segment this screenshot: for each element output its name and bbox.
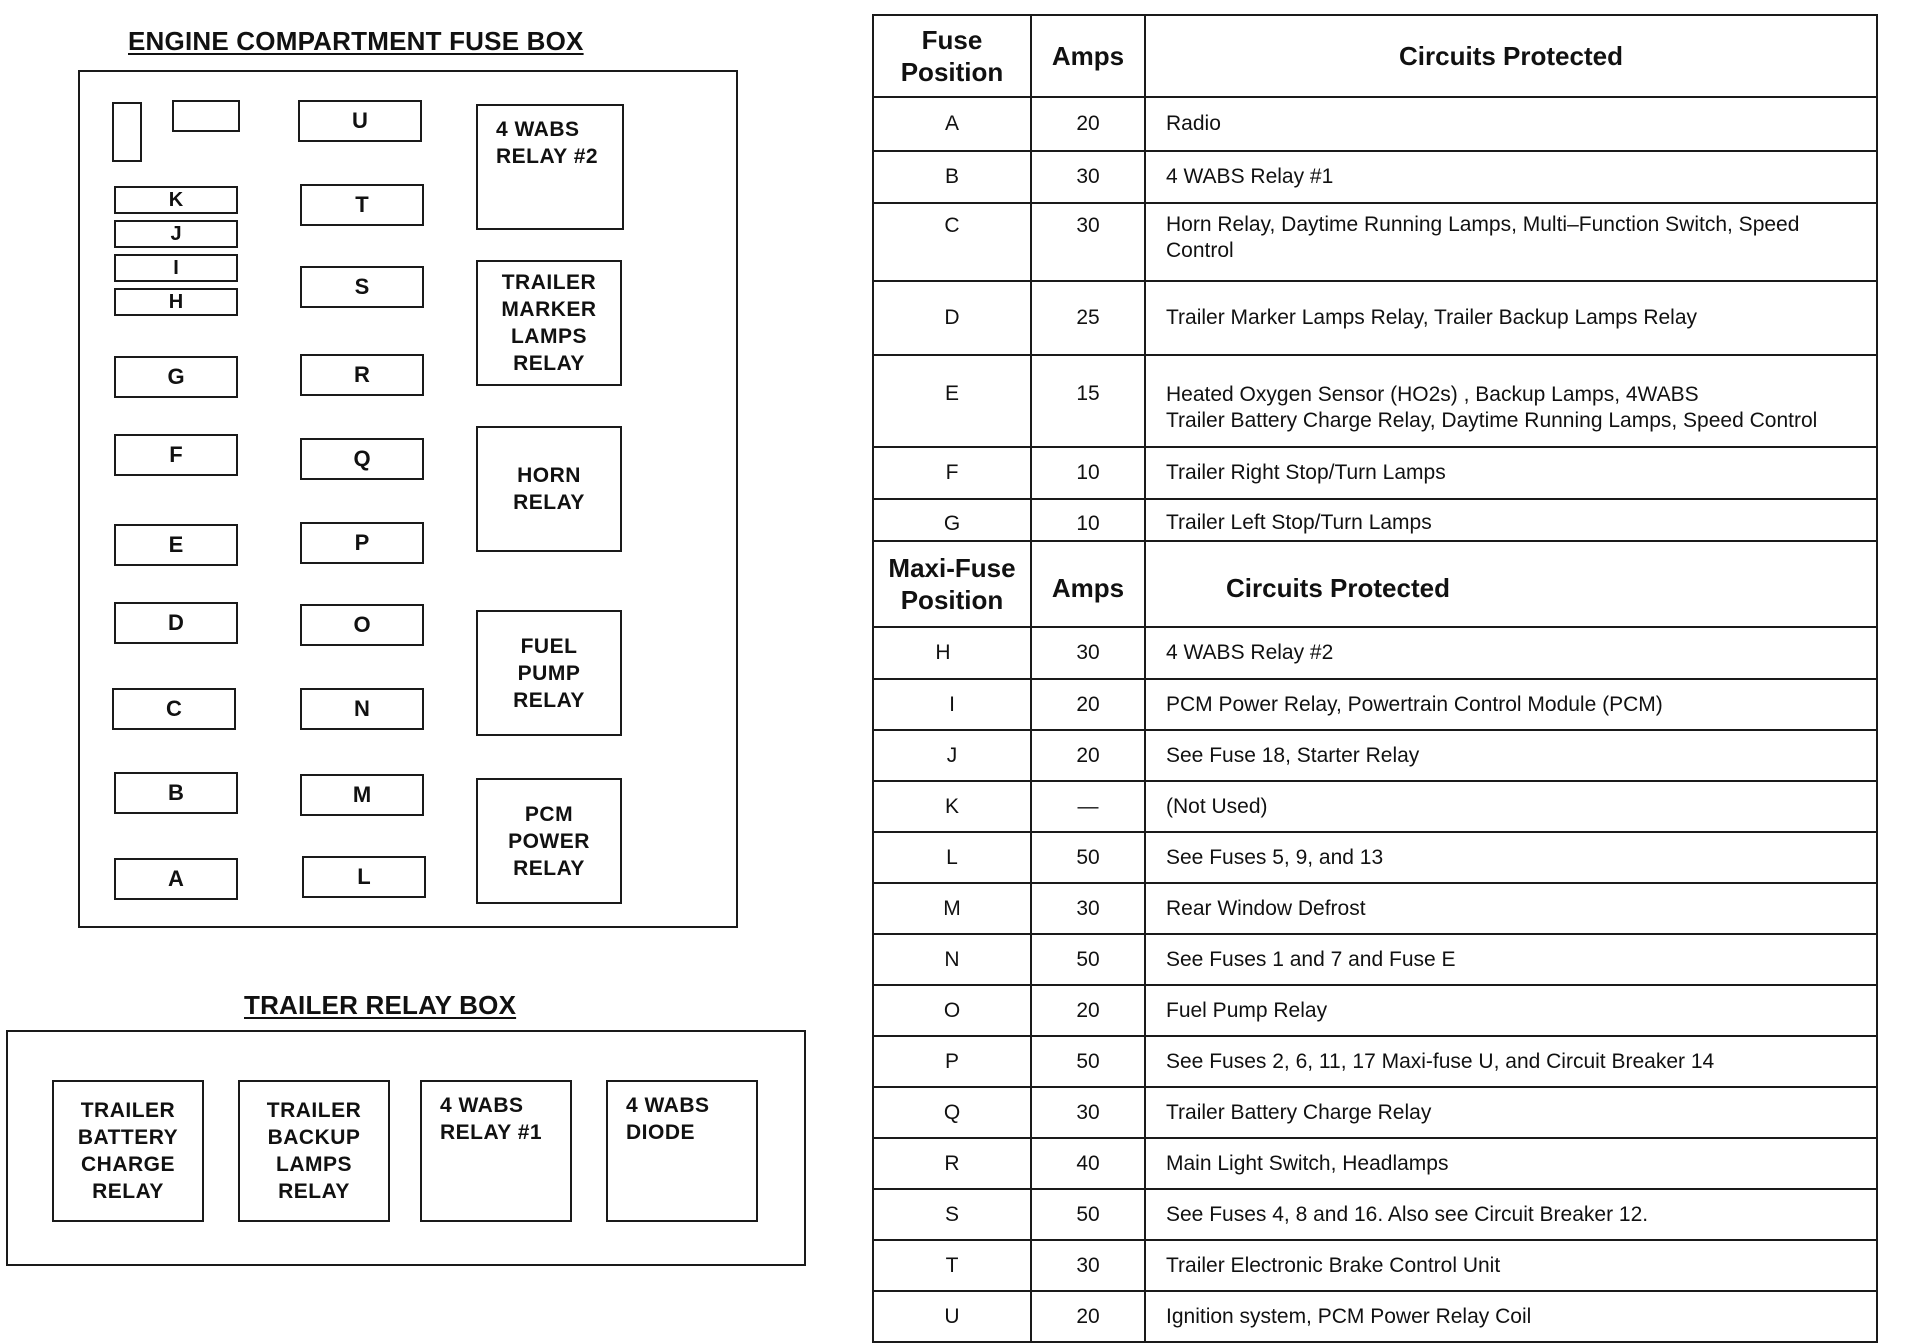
table-row bbox=[874, 1035, 1876, 1086]
row-amps: 50 bbox=[1032, 935, 1146, 984]
row-circuits: Trailer Right Stop/Turn Lamps bbox=[1166, 461, 1446, 484]
fuse-p: P bbox=[300, 522, 424, 564]
table-row bbox=[874, 678, 1876, 729]
table-row bbox=[874, 984, 1876, 1035]
fuse-k: K bbox=[114, 186, 238, 214]
row-amps: 20 bbox=[1032, 680, 1146, 729]
table-row bbox=[874, 1188, 1876, 1239]
row-position: F bbox=[874, 448, 1032, 498]
relay-4wabs-1-label: 4 WABS RELAY #1 bbox=[440, 1094, 543, 1144]
row-circuits: Heated Oxygen Sensor (HO2s) , Backup Lamps, 4WABS Trailer Battery Charge Relay, Daytime Running Lamps, Speed Control bbox=[1166, 383, 1818, 432]
row-position: L bbox=[874, 833, 1032, 882]
row-amps: 20 bbox=[1032, 98, 1146, 150]
row-amps: 20 bbox=[1032, 986, 1146, 1035]
row-position: C bbox=[874, 204, 1032, 280]
row-position: E bbox=[874, 356, 1032, 446]
relay-4wabs-2 bbox=[476, 104, 624, 230]
fuse-table-header bbox=[874, 16, 1876, 96]
trailer-relay-box bbox=[6, 1030, 806, 1266]
fuse-b: B bbox=[114, 772, 238, 814]
trailer-relay-box-title: TRAILER RELAY BOX bbox=[244, 990, 517, 1020]
row-position: B bbox=[874, 152, 1032, 202]
row-circuits: Trailer Marker Lamps Relay, Trailer Backup Lamps Relay bbox=[1166, 306, 1698, 329]
header-fuse-position: Fuse Position bbox=[874, 16, 1032, 96]
relay-trailer-battery-charge bbox=[52, 1080, 204, 1222]
row-amps: 30 bbox=[1032, 1241, 1146, 1290]
row-amps: 50 bbox=[1032, 833, 1146, 882]
header-circuits-protected: Circuits Protected bbox=[1399, 41, 1623, 71]
row-position: Q bbox=[874, 1088, 1032, 1137]
row-position: H bbox=[874, 628, 1032, 678]
row-circuits: Trailer Battery Charge Relay bbox=[1166, 1100, 1432, 1124]
row-circuits: See Fuses 1 and 7 and Fuse E bbox=[1166, 947, 1456, 971]
row-position: T bbox=[874, 1241, 1032, 1290]
row-amps: 10 bbox=[1032, 448, 1146, 498]
table-row bbox=[874, 150, 1876, 202]
row-circuits: Horn Relay, Daytime Running Lamps, Multi–Function Switch, Speed Control bbox=[1166, 213, 1800, 262]
relay-trailer-marker-lamps-label: TRAILER MARKER LAMPS RELAY bbox=[501, 271, 597, 375]
row-amps: 15 bbox=[1032, 356, 1146, 446]
header-maxi-fuse-position: Maxi-Fuse Position bbox=[874, 542, 1032, 626]
fuse-h: H bbox=[114, 288, 238, 316]
row-amps: 20 bbox=[1032, 1292, 1146, 1341]
row-position: D bbox=[874, 282, 1032, 354]
row-circuits: Fuel Pump Relay bbox=[1166, 998, 1328, 1022]
row-position: J bbox=[874, 731, 1032, 780]
row-circuits: 4 WABS Relay #1 bbox=[1166, 165, 1334, 188]
relay-trailer-battery-charge-label: TRAILER BATTERY CHARGE RELAY bbox=[77, 1099, 179, 1203]
table-row bbox=[874, 1137, 1876, 1188]
row-position: U bbox=[874, 1292, 1032, 1341]
row-position: R bbox=[874, 1139, 1032, 1188]
fuse-l: L bbox=[302, 856, 426, 898]
table-row bbox=[874, 354, 1876, 446]
spare-fuse-slot-horizontal bbox=[172, 100, 240, 132]
table-row bbox=[874, 446, 1876, 498]
row-position: P bbox=[874, 1037, 1032, 1086]
table-row bbox=[874, 831, 1876, 882]
fuse-d: D bbox=[114, 602, 238, 644]
row-position: A bbox=[874, 98, 1032, 150]
fuse-j: J bbox=[114, 220, 238, 248]
row-position: S bbox=[874, 1190, 1032, 1239]
relay-4wabs-diode-label: 4 WABS DIODE bbox=[626, 1094, 710, 1144]
row-position: I bbox=[874, 680, 1032, 729]
relay-fuel-pump-label: FUEL PUMP RELAY bbox=[513, 634, 585, 712]
table-row bbox=[874, 96, 1876, 150]
fuse-g: G bbox=[114, 356, 238, 398]
engine-fuse-box-title: ENGINE COMPARTMENT FUSE BOX bbox=[128, 26, 584, 56]
row-circuits: Rear Window Defrost bbox=[1166, 896, 1366, 920]
fuse-a: A bbox=[114, 858, 238, 900]
row-amps: 50 bbox=[1032, 1037, 1146, 1086]
header-maxi-circuits-protected: Circuits Protected bbox=[1226, 573, 1450, 603]
maxi-fuse-table-header bbox=[874, 540, 1876, 626]
fuse-m: M bbox=[300, 774, 424, 816]
row-position: O bbox=[874, 986, 1032, 1035]
relay-trailer-backup-lamps-label: TRAILER BACKUP LAMPS RELAY bbox=[266, 1099, 362, 1203]
table-row bbox=[874, 780, 1876, 831]
row-amps: 30 bbox=[1032, 204, 1146, 280]
row-amps: — bbox=[1032, 782, 1146, 831]
row-amps: 30 bbox=[1032, 152, 1146, 202]
row-amps: 30 bbox=[1032, 1088, 1146, 1137]
table-row bbox=[874, 280, 1876, 354]
row-amps: 30 bbox=[1032, 628, 1146, 678]
row-circuits: See Fuses 5, 9, and 13 bbox=[1166, 845, 1384, 869]
fuse-u: U bbox=[298, 100, 422, 142]
row-circuits: 4 WABS Relay #2 bbox=[1166, 641, 1334, 664]
relay-trailer-backup-lamps bbox=[238, 1080, 390, 1222]
row-circuits: Ignition system, PCM Power Relay Coil bbox=[1166, 1304, 1532, 1328]
row-circuits: See Fuses 2, 6, 11, 17 Maxi-fuse U, and Circuit Breaker 14 bbox=[1166, 1049, 1715, 1073]
fuse-r: R bbox=[300, 354, 424, 396]
fuse-q: Q bbox=[300, 438, 424, 480]
row-amps: 40 bbox=[1032, 1139, 1146, 1188]
table-row bbox=[874, 498, 1876, 540]
row-circuits: Main Light Switch, Headlamps bbox=[1166, 1151, 1449, 1175]
fuse-s: S bbox=[300, 266, 424, 308]
relay-4wabs-2-label: 4 WABS RELAY #2 bbox=[496, 118, 599, 168]
row-circuits: (Not Used) bbox=[1166, 794, 1268, 818]
row-circuits: PCM Power Relay, Powertrain Control Module (PCM) bbox=[1166, 692, 1663, 716]
fuse-n: N bbox=[300, 688, 424, 730]
engine-fuse-box bbox=[78, 70, 738, 928]
relay-fuel-pump bbox=[476, 610, 622, 736]
row-circuits: See Fuse 18, Starter Relay bbox=[1166, 743, 1420, 767]
fuse-e: E bbox=[114, 524, 238, 566]
fuse-table bbox=[872, 14, 1878, 1343]
header-amps: Amps bbox=[1032, 16, 1146, 96]
fuse-f: F bbox=[114, 434, 238, 476]
table-row bbox=[874, 1086, 1876, 1137]
row-position: G bbox=[874, 500, 1032, 540]
relay-pcm-power bbox=[476, 778, 622, 904]
row-amps: 10 bbox=[1032, 500, 1146, 540]
table-row bbox=[874, 882, 1876, 933]
row-amps: 25 bbox=[1032, 282, 1146, 354]
relay-horn bbox=[476, 426, 622, 552]
row-circuits: Trailer Left Stop/Turn Lamps bbox=[1166, 511, 1432, 534]
table-row bbox=[874, 729, 1876, 780]
spare-fuse-slot-vertical bbox=[112, 102, 142, 162]
row-circuits: Radio bbox=[1166, 112, 1221, 135]
table-row bbox=[874, 1239, 1876, 1290]
table-row bbox=[874, 626, 1876, 678]
row-position: N bbox=[874, 935, 1032, 984]
table-row bbox=[874, 202, 1876, 280]
fuse-t: T bbox=[300, 184, 424, 226]
relay-pcm-power-label: PCM POWER RELAY bbox=[508, 802, 590, 880]
table-row bbox=[874, 933, 1876, 984]
row-amps: 20 bbox=[1032, 731, 1146, 780]
row-position: M bbox=[874, 884, 1032, 933]
row-circuits: Trailer Electronic Brake Control Unit bbox=[1166, 1253, 1501, 1277]
relay-horn-label: HORN RELAY bbox=[513, 464, 585, 514]
row-amps: 50 bbox=[1032, 1190, 1146, 1239]
row-circuits: See Fuses 4, 8 and 16. Also see Circuit Breaker 12. bbox=[1166, 1202, 1649, 1226]
fuse-c: C bbox=[112, 688, 236, 730]
table-row bbox=[874, 1290, 1876, 1341]
relay-4wabs-1 bbox=[420, 1080, 572, 1222]
relay-4wabs-diode bbox=[606, 1080, 758, 1222]
row-position: K bbox=[874, 782, 1032, 831]
row-amps: 30 bbox=[1032, 884, 1146, 933]
relay-trailer-marker-lamps bbox=[476, 260, 622, 386]
fuse-i: I bbox=[114, 254, 238, 282]
fuse-o: O bbox=[300, 604, 424, 646]
header-maxi-amps: Amps bbox=[1032, 542, 1146, 626]
